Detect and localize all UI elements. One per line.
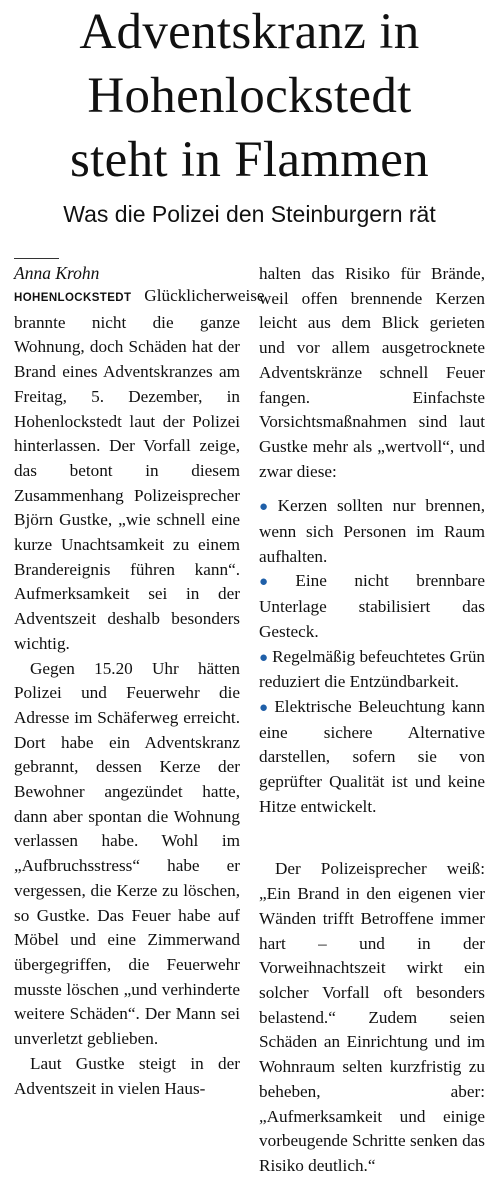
bullet-item [259,645,485,695]
subheadline: Was die Polizei den Steinburgern rät [63,201,436,227]
bullet-dot-icon: ● [259,499,274,516]
bullet-item [259,695,485,820]
paragraph-quote: Der Polizeisprecher weiß: „Ein Brand in den eigenen vier Wänden trifft Betroffene immer hart – und in der Vorweihnachtszeit wirkt ein solcher Vorfall oft besonders belastend.“ Zudem seien Schäden an Einrichtung und im Wohnraum selten kurzfristig zu beheben, aber: „Aufmerksamkeit und einige vorbeugende Schritte senken das Risiko deutlich.“ [259,859,485,1175]
dateline: HOHENLOCKSTEDT [14,292,132,304]
paragraph-intro-text: Glücklicherweise brannte nicht die ganze Wohnung, doch Schäden hat der Brand eines Adventskranzes am Freitag, 5. Dezember, in Hohenlockstedt laut der Polizei hinterlassen. Der Vorfall zeige, das betont in diesem Zusammenhang Polizeisprecher Björn Gustke, „wie schnell eine kurze Unachtsamkeit zu einem Brandereignis führen kann“. Aufmerksamkeit sei in der Adventszeit deshalb besonders wichtig. [14,286,265,653]
author-rule [14,258,59,259]
paragraph-3: Laut Gustke steigt in der Adventszeit in vielen Haus- [14,1053,240,1098]
paragraph-intro [14,284,265,657]
spacer [259,819,485,857]
headline-line-2: Hohenlockstedt [87,68,412,124]
bullet-dot-icon: ● [259,574,292,591]
paragraph-continued: halten das Risiko für Brände, weil offen brennende Kerzen leicht aus dem Blick gerieten und vor allem ausgetrocknete Adventskränze schnell Feuer fangen. Einfachste Vorsichtsmaßnahmen sind laut Gustke mehr als „wertvoll“, und zwar diese: [259,264,485,481]
headline-line-1: Adventskranz in [79,4,420,60]
bullet-text: Elektrische Beleuchtung kann eine sichere Alternative darstellen, sofern sie von geprüfter Qualität ist und keine Hitze entwickelt. [259,696,485,816]
bullet-text: Eine nicht brennbare Unterlage stabilisiert das Gesteck. [259,571,486,641]
spacer [259,484,485,494]
headline [0,0,499,192]
paragraph-2: Gegen 15.20 Uhr hätten Polizei und Feuerwehr die Adresse im Schäferweg erreicht. Dort habe ein Adventskranz gebrannt, dessen Kerze der Bewohner angezündet hatte, dann aber spontan die Wohnung verlassen habe. Wohl im „Aufbruchsstress“ habe er vergessen, die Kerze zu löschen, so Gustke. Das Feuer habe auf Möbel und eine Zimmerwand übergegriffen, die Feuerwehr musste löschen „und verhinderte weitere Schäden“. Der Mann sei unverletzt geblieben. [14,658,240,1049]
column-left [14,262,265,1101]
column-right [259,262,485,1179]
author-byline: Anna Krohn [14,263,100,283]
bullet-item [259,569,485,644]
headline-line-3: steht in Flammen [70,132,429,188]
bullet-dot-icon: ● [259,649,269,666]
bullet-dot-icon: ● [259,699,271,716]
bullet-text: Regelmäßig befeuchtetes Grün reduziert die Entzündbarkeit. [259,646,486,692]
bullet-item [259,494,485,569]
bullet-text: Kerzen sollten nur brennen, wenn sich Personen im Raum aufhalten. [259,496,486,566]
